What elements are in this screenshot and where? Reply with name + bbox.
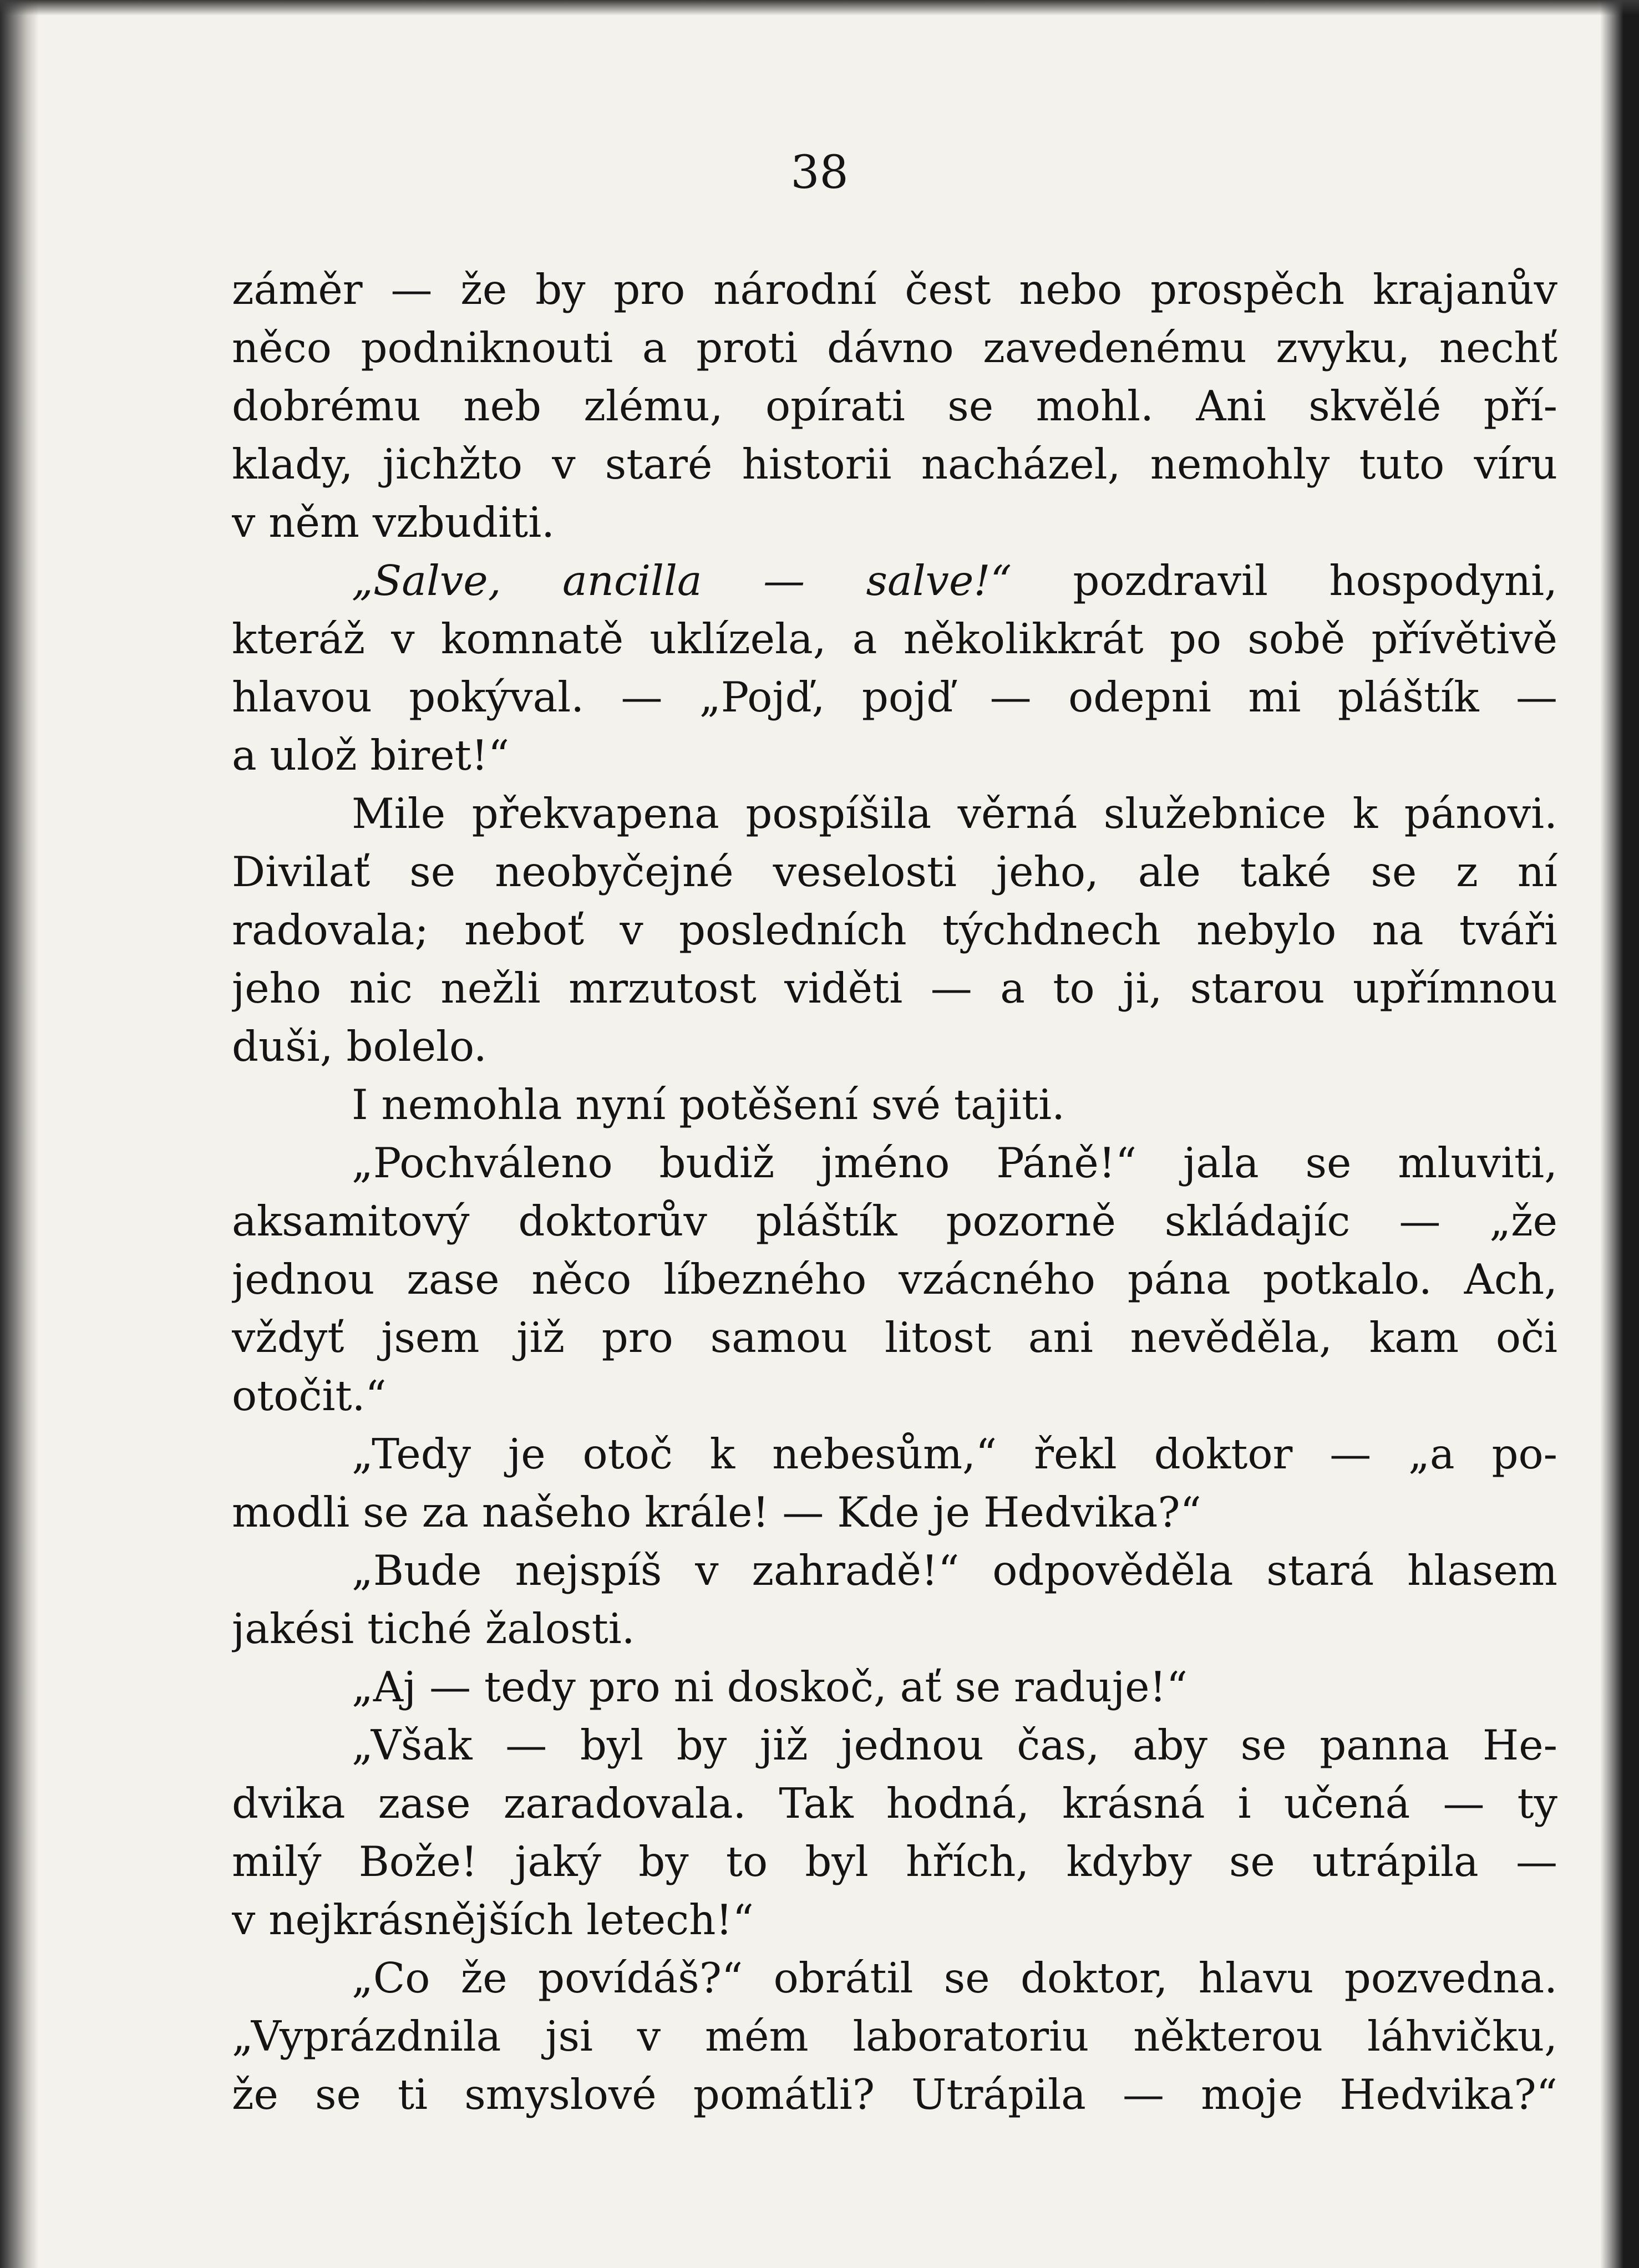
text-line: I nemohla nyní potěšení své tajiti. [352,1080,1065,1129]
text-line: vždyť jsem již pro samou litost ani nevěděla, kam oči [232,1313,1557,1362]
text-line: něco podniknouti a proti dávno zavedenému zvyku, nechť [232,323,1557,372]
text-line: otočit.“ [232,1371,387,1420]
text-line: „Aj — tedy pro ni doskoč, ať se raduje!“ [352,1662,1188,1711]
text-line: „Však — byl by již jednou čas, aby se panna He- [352,1721,1557,1769]
text-line: Mile překvapena pospíšila věrná služebnice k pánovi. [352,789,1557,838]
text-line: aksamitový doktorův pláštík pozorně skládajíc — „že [232,1197,1557,1245]
latin-greeting: „Salve, ancilla — salve!“ [352,556,1012,605]
text-line: v nejkrásnějších letech!“ [232,1895,754,1944]
text-line: „Tedy je otoč k nebesům,“ řekl doktor — „a po- [352,1430,1557,1478]
text-line: a ulož biret!“ [232,731,510,780]
text-line-rest: pozdravil hospodyni, [1011,556,1557,605]
page-right-edge-shadow [1600,0,1639,2268]
text-line: jednou zase něco líbezného vzácného pána potkalo. Ach, [232,1255,1557,1304]
page-number: 38 [790,146,849,199]
text-line: kteráž v komnatě uklízela, a několikkrát po sobě přívětivě [232,614,1557,663]
text-line: jeho nic nežli mrzutost viděti — a to ji, starou upřímnou [232,964,1557,1013]
page-top-edge-shadow [0,0,1639,16]
text-line: milý Bože! jaký by to byl hřích, kdyby se utrápila — [232,1837,1557,1886]
text-line: „Pochváleno budiž jméno Páně!“ jala se mluviti, [352,1138,1557,1187]
page-left-edge-shadow [0,0,39,2268]
text-line: dvika zase zaradovala. Tak hodná, krásná i učená — ty [232,1779,1557,1828]
text-line: modli se za našeho krále! — Kde je Hedvika?“ [232,1488,1201,1537]
text-line: záměr — že by pro národní čest nebo prospěch krajanův [232,265,1557,314]
text-line: dobrému neb zlému, opírati se mohl. Ani skvělé pří- [232,382,1557,430]
text-line [232,552,1557,610]
body-text [232,261,1557,2124]
text-line: radovala; neboť v posledních týchdnech nebylo na tváři [232,906,1557,954]
text-line: Divilať se neobyčejné veselosti jeho, ale také se z ní [232,847,1557,896]
text-line: „Bude nejspíš v zahradě!“ odpověděla stará hlasem [352,1546,1557,1595]
text-line: „Co že povídáš?“ obrátil se doktor, hlavu pozvedna. [352,1954,1557,2002]
text-line: hlavou pokýval. — „Pojď, pojď — odepni mi pláštík — [232,673,1557,721]
text-line: jakési tiché žalosti. [232,1604,635,1653]
text-line: v něm vzbuditi. [232,498,555,547]
text-line: „Vyprázdnila jsi v mém laboratoriu některou láhvičku, [232,2012,1557,2061]
text-line: klady, jichžto v staré historii nacházel, nemohly tuto víru [232,440,1557,489]
text-line: že se ti smyslové pomátli? Utrápila — moje Hedvika?“ [232,2070,1557,2119]
text-line: duši, bolelo. [232,1022,487,1071]
